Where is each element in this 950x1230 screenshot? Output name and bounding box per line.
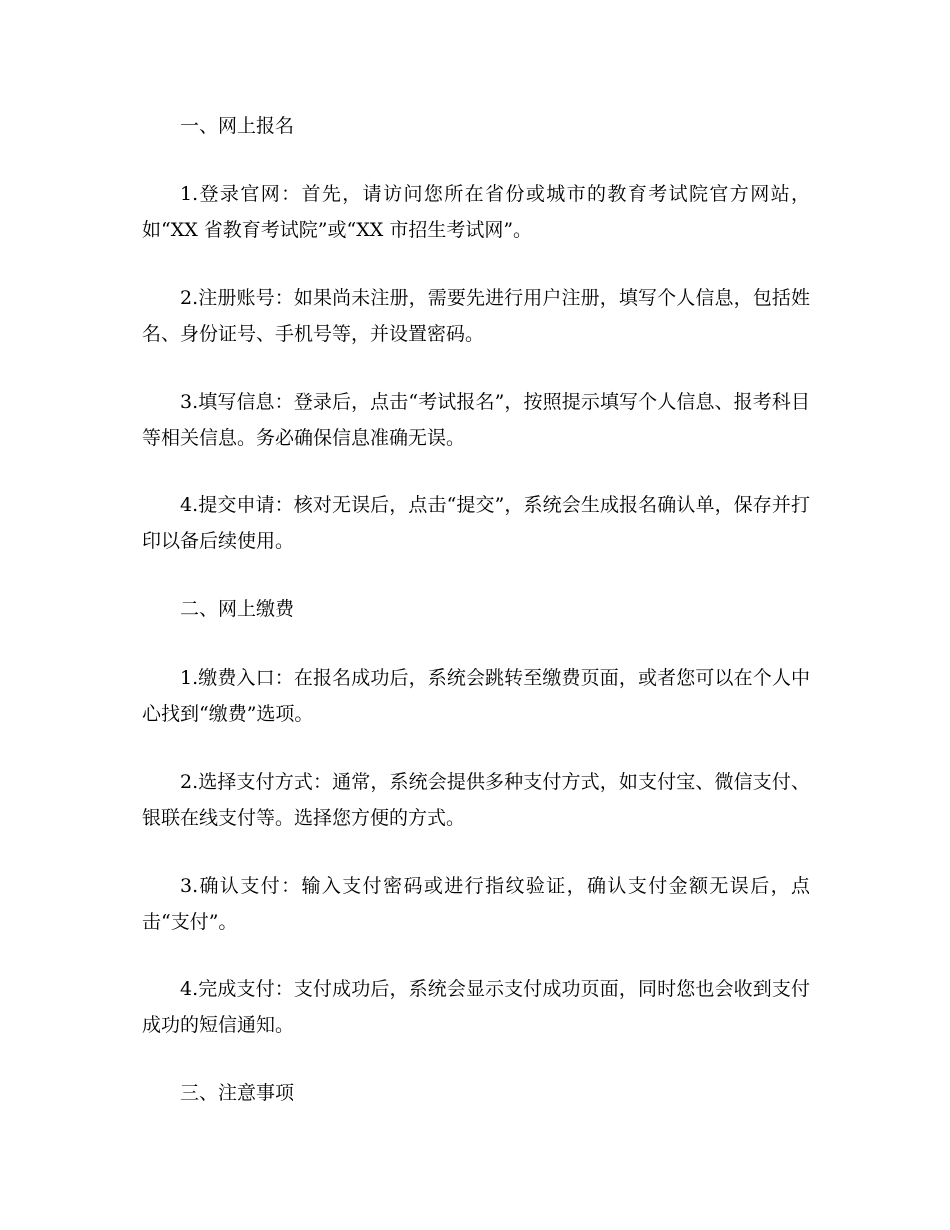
section-heading-online-registration: 一、网上报名 <box>180 115 295 137</box>
paragraph-complete-payment: 4.完成支付：支付成功后，系统会显示支付成功页面，同时您也会收到支付成功的短信通知。 <box>142 978 810 1036</box>
paragraph-fill-information: 3.填写信息：登录后，点击“考试报名”，按照提示填写个人信息、报考科目等相关信息。务必确保信息准确无误。 <box>142 391 810 449</box>
paragraph-login-website: 1.登录官网：首先，请访问您所在省份或城市的教育考试院官方网站，如“XX 省教育考试院”或“XX 市招生考试网”。 <box>142 183 810 241</box>
paragraph-payment-method: 2.选择支付方式：通常，系统会提供多种支付方式，如支付宝、微信支付、银联在线支付等。选择您方便的方式。 <box>142 771 810 829</box>
paragraph-payment-entry: 1.缴费入口：在报名成功后，系统会跳转至缴费页面，或者您可以在个人中心找到“缴费”选项。 <box>142 667 810 725</box>
section-heading-notes: 三、注意事项 <box>180 1082 295 1104</box>
paragraph-register-account: 2.注册账号：如果尚未注册，需要先进行用户注册，填写个人信息，包括姓名、身份证号、手机号等，并设置密码。 <box>142 287 810 345</box>
paragraph-confirm-payment: 3.确认支付：输入支付密码或进行指纹验证，确认支付金额无误后，点击“支付”。 <box>142 875 810 933</box>
section-heading-online-payment: 二、网上缴费 <box>180 598 295 620</box>
paragraph-submit-application: 4.提交申请：核对无误后，点击“提交”，系统会生成报名确认单，保存并打印以备后续使用。 <box>142 494 810 552</box>
